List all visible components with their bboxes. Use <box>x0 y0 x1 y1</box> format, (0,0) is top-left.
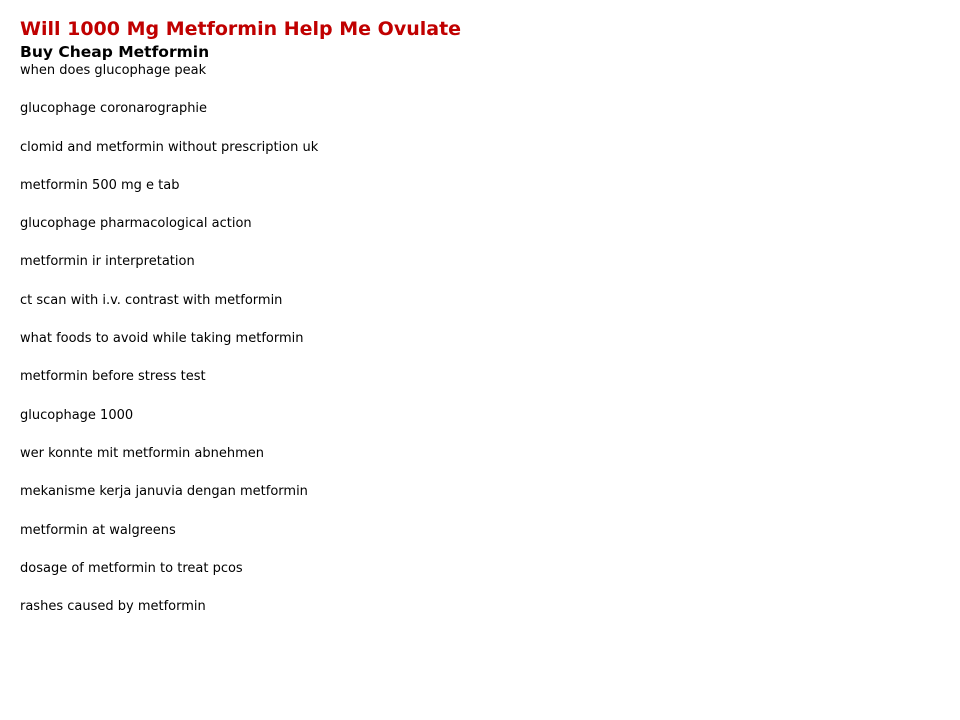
list-item: mekanisme kerja januvia dengan metformin <box>20 484 308 500</box>
item-list <box>20 63 940 637</box>
list-item: glucophage 1000 <box>20 407 134 423</box>
list-item: glucophage pharmacological action <box>20 216 252 232</box>
list-item: wer konnte mit metformin abnehmen <box>20 445 264 461</box>
list-item: dosage of metformin to treat pcos <box>20 560 243 576</box>
list-item: when does glucophage peak <box>20 63 207 78</box>
list-item: ct scan with i.v. contrast with metformin <box>20 292 283 308</box>
page-subtitle: Buy Cheap Metformin <box>20 43 210 61</box>
list-item: rashes caused by metformin <box>20 599 206 615</box>
list-item: clomid and metformin without prescription uk <box>20 139 319 155</box>
page-title: Will 1000 Mg Metformin Help Me Ovulate <box>20 18 462 40</box>
list-item: glucophage coronarographie <box>20 101 208 117</box>
list-item: what foods to avoid while taking metformin <box>20 331 304 347</box>
list-item: metformin at walgreens <box>20 522 176 538</box>
list-item: metformin before stress test <box>20 369 206 385</box>
list-item: metformin 500 mg e tab <box>20 177 180 193</box>
list-item: metformin ir interpretation <box>20 254 195 270</box>
